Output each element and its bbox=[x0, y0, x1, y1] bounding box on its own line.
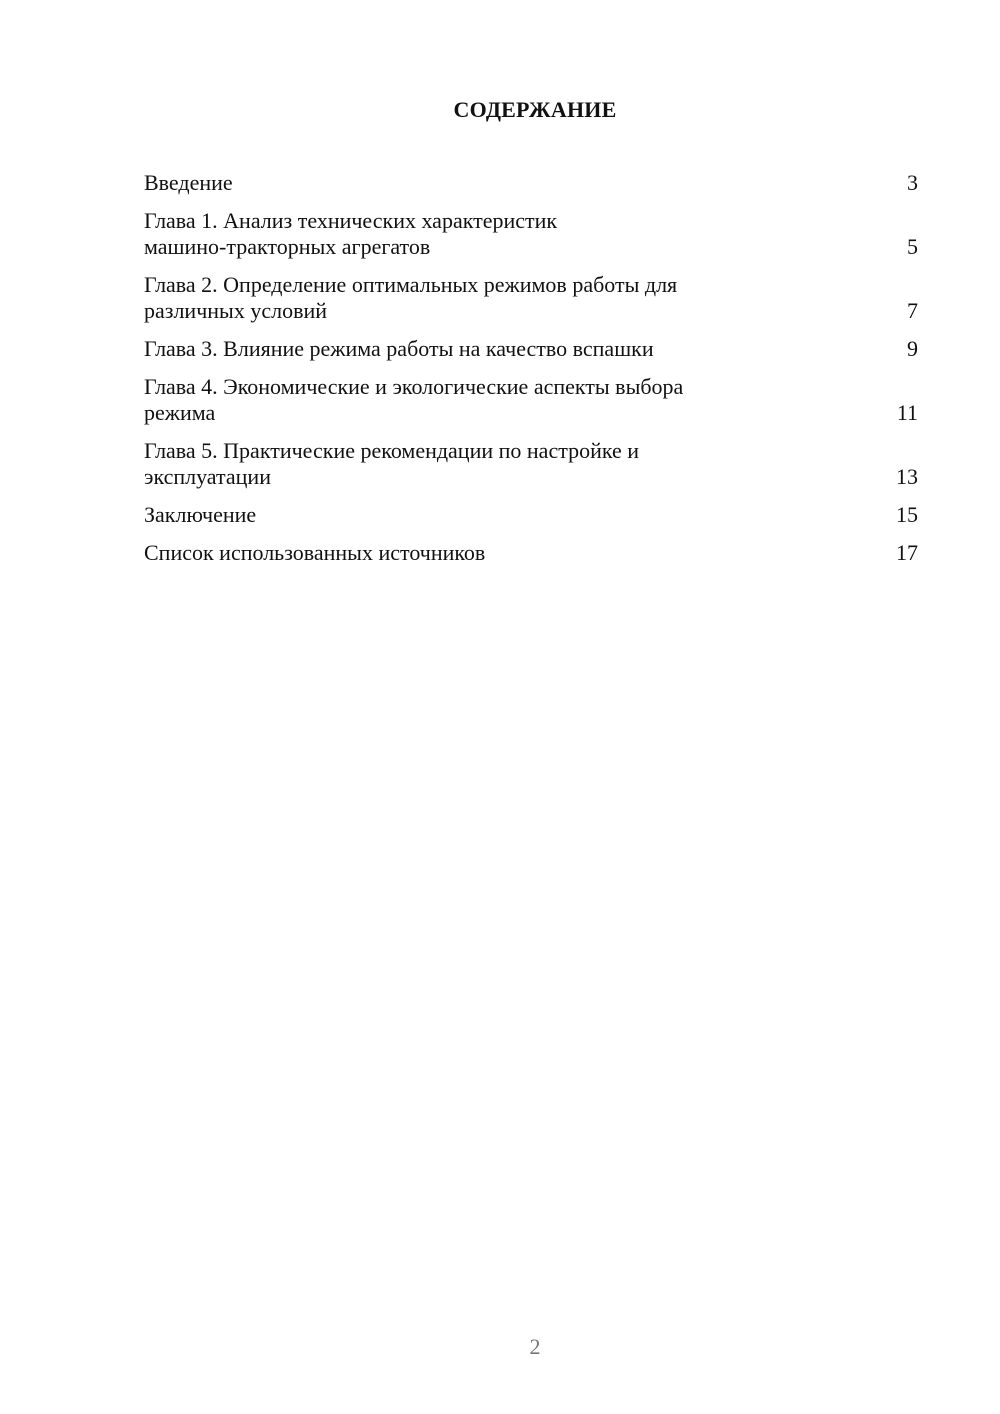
toc-entry-references bbox=[144, 540, 918, 566]
toc-entry-conclusion bbox=[144, 502, 918, 528]
toc-entry-chapter-5 bbox=[144, 438, 918, 490]
page-title: СОДЕРЖАНИЕ bbox=[453, 97, 617, 122]
toc-entry-title: Заключение bbox=[144, 502, 257, 527]
toc-entry-page: 17 bbox=[896, 540, 918, 565]
toc-entry-page: 7 bbox=[907, 298, 918, 323]
toc-entry-title: Глава 5. Практические рекомендации по настройке и эксплуатации bbox=[144, 438, 640, 489]
toc-entry-title: Список использованных источников bbox=[144, 540, 486, 565]
toc-entry-title: Глава 1. Анализ технических характеристик машино-тракторных агрегатов bbox=[144, 208, 558, 259]
toc-entry-page: 11 bbox=[896, 400, 918, 425]
page-number: 2 bbox=[529, 1334, 541, 1359]
toc-entry-page: 3 bbox=[907, 170, 918, 195]
toc-entry-title: Глава 4. Экономические и экологические аспекты выбора режима bbox=[144, 374, 684, 425]
toc-entry-chapter-1 bbox=[144, 208, 918, 260]
toc-entry-title: Глава 3. Влияние режима работы на качество вспашки bbox=[144, 336, 654, 361]
toc-entry-chapter-2 bbox=[144, 272, 918, 324]
toc-entry-introduction bbox=[144, 170, 918, 196]
toc-entry-page: 15 bbox=[896, 502, 918, 527]
toc-entry-title: Введение bbox=[144, 170, 233, 195]
toc-entry-page: 13 bbox=[896, 464, 918, 489]
toc-entry-page: 9 bbox=[907, 336, 918, 361]
toc-entry-title: Глава 2. Определение оптимальных режимов работы для различных условий bbox=[144, 272, 678, 323]
table-of-contents bbox=[144, 170, 918, 578]
toc-entry-chapter-4 bbox=[144, 374, 918, 426]
toc-entry-chapter-3 bbox=[144, 336, 918, 362]
toc-entry-page: 5 bbox=[907, 234, 918, 259]
